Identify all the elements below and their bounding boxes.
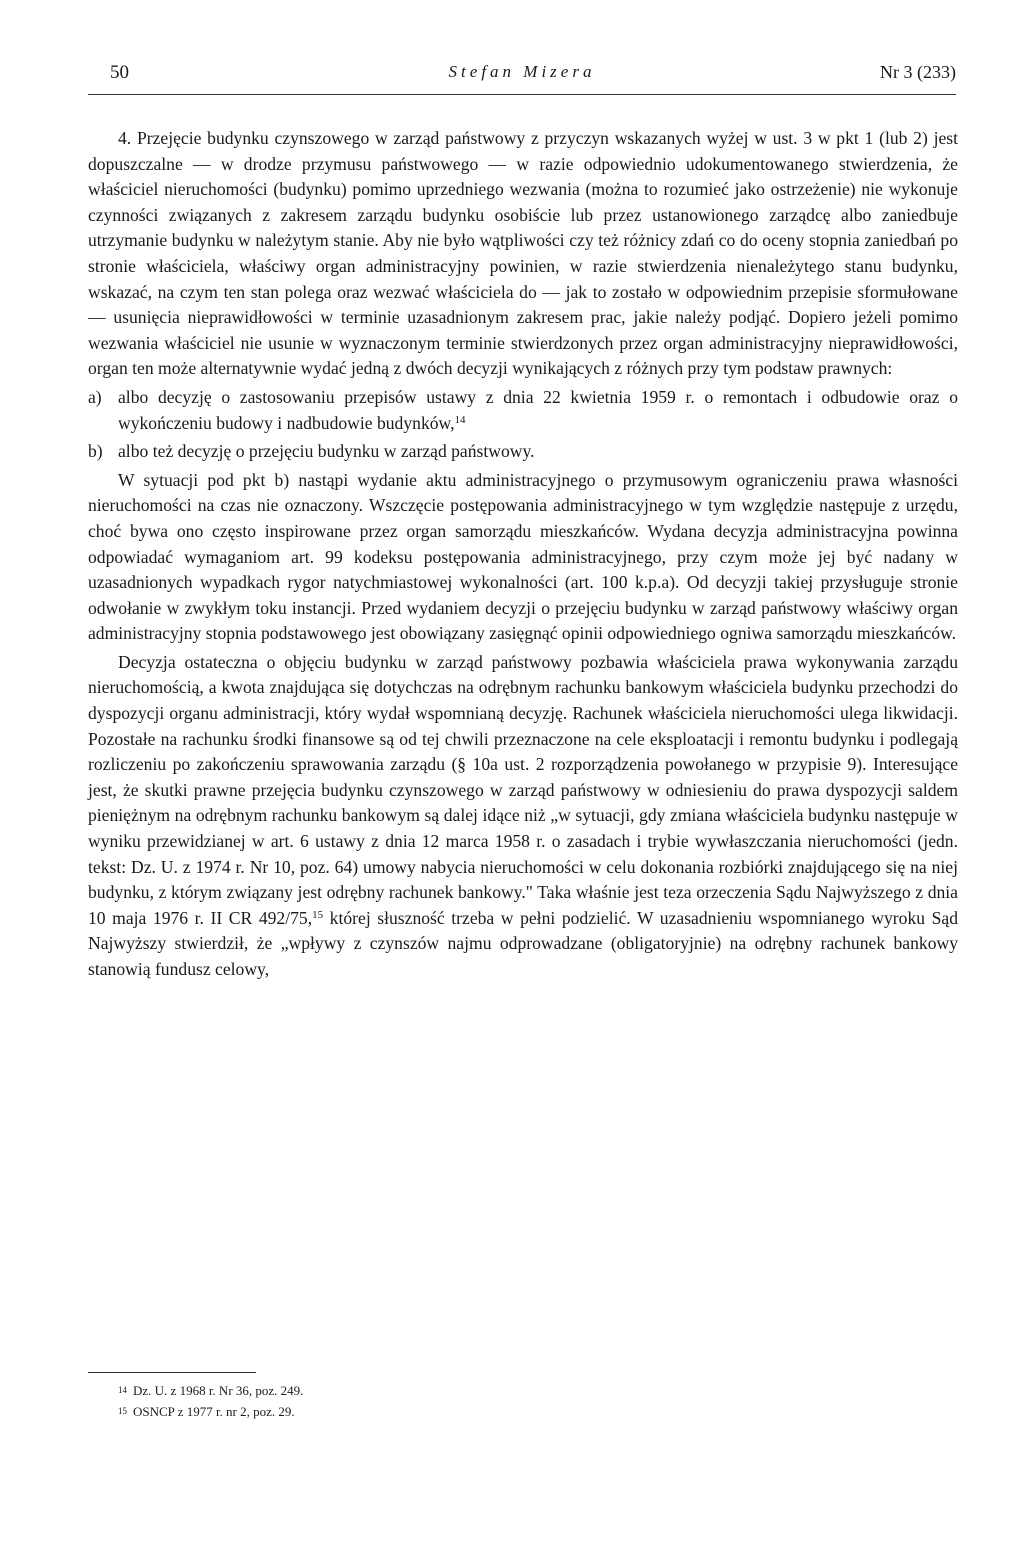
list-item-b-text: albo też decyzję o przejęciu budynku w zarząd państwowy. — [118, 441, 535, 462]
running-author: Stefan Mizera — [448, 62, 596, 81]
paragraph-1: 4. Przejęcie budynku czynszowego w zarząd państwowy z przyczyn wskazanych wyżej w ust. 3 w pkt 1 (lub 2) jest dopuszczalne — w drodze przymusu państwowego — w razie odpowiednio udokumentowanego stwierdzenia, że właściciel nieruchomości (budynku) pomimo uprzedniego wezwania (można to rozumieć jako ostrzeżenie) nie wykonuje czynności związanych z zakresem zarządu budynku osobiście lub przez ustanowionego zarządcę albo zaniedbuje utrzymanie budynku w należytym stanie. Aby nie było wątpliwości czy też różnicy zdań co do oceny stopnia zaniedbań po stronie właściciela, właściwy organ administracyjny powinien, w razie stwierdzenia nienależytego stanu budynku, wskazać, na czym ten stan polega oraz wezwać właściciela do — jak to zostało w odpowiednim przepisie sformułowane — usunięcia nieprawidłowości w terminie uzasadnionym zakresem prac, jakie należy podjąć. Dopiero jeżeli pomimo wezwania właściciel nie usunie w wyznaczonym terminie stwierdzonych przez organ administracyjny nieprawidłowości, organ ten może alternatywnie wydać jedną z dwóch decyzji wynikających z różnych przy tym podstaw prawnych: — [88, 128, 958, 379]
paragraph-3-part-2: której słuszność trzeba w pełni podzielić. W uzasadnieniu wspomnianego wyroku Sąd Najwyższy stwierdził, że „wpływy z czynszów najmu odprowadzane (obligatoryjnie) na odrębny rachunek bankowy stanowią fundusz celowy, — [88, 907, 959, 979]
list-item-a — [88, 385, 958, 436]
footnote-15 — [118, 1401, 818, 1422]
footnote-number: 15 — [118, 1406, 127, 1416]
footnote-text: Dz. U. z 1968 r. Nr 36, poz. 249. — [133, 1383, 304, 1398]
footnote-number: 14 — [118, 1385, 127, 1395]
footnote-text: OSNCP z 1977 r. nr 2, poz. 29. — [133, 1404, 295, 1419]
list-marker-a: a) — [88, 386, 102, 407]
page-number: 50 — [110, 62, 129, 83]
paragraph-3 — [88, 650, 958, 983]
footnote-ref-15: 15 — [312, 908, 324, 921]
footnote-rule — [88, 1372, 256, 1373]
list-item-a-text: albo decyzję o zastosowaniu przepisów ustawy z dnia 22 kwietnia 1959 r. o remontach i odbudowie oraz o wykończeniu budowy i nadbudowie budynków, — [118, 386, 958, 433]
issue-number: Nr 3 (233) — [880, 62, 956, 82]
running-header — [88, 62, 956, 90]
footnote-14 — [118, 1380, 818, 1401]
footnotes — [118, 1380, 818, 1422]
list-item-b — [88, 439, 958, 465]
list-marker-b: b) — [88, 441, 103, 462]
footnote-ref-14: 14 — [454, 413, 466, 426]
body-text — [88, 126, 958, 986]
paragraph-3-part-1: Decyzja ostateczna o objęciu budynku w zarząd państwowy pozbawia właściciela prawa wykonywania zarządu nieruchomością, a kwota znajdująca się dotychczas na odrębnym rachunku bankowym właściciela budynku przechodzi do dyspozycji organu administracji, który wydał wspomnianą decyzję. Rachunek właściciela nieruchomości ulega likwidacji. Pozostałe na rachunku środki finansowe są od tej chwili przeznaczone na cele eksploatacji i remontu budynku i podlegają rozliczeniu po zakończeniu sprawowania zarządu (§ 10a ust. 2 rozporządzenia powołanego w przypisie 9). Interesujące jest, że skutki prawne przejęcia budynku czynszowego w zarząd państwowy w odniesieniu do prawa dyspozycji saldem pieniężnym na odrębnym rachunku bankowym są dalej idące niż „w sytuacji, gdy zmiana właściciela budynku następuje w wyniku przewidzianej w art. 6 ustawy z dnia 12 marca 1958 r. o zasadach i trybie wywłaszczania nieruchomości (jedn. tekst: Dz. U. z 1974 r. Nr 10, poz. 64) umowy nabycia nieruchomości w celu dokonania rozbiórki znajdującego się na niej budynku, z którym związany jest odrębny rachunek bankowy." Taka właśnie jest teza orzeczenia Sądu Najwyższego z dnia 10 maja 1976 r. II CR 492/75, — [88, 651, 958, 928]
paragraph-2: W sytuacji pod pkt b) nastąpi wydanie aktu administracyjnego o przymusowym ograniczeniu prawa własności nieruchomości na czas nie oznaczony. Wszczęcie postępowania administracyjnego w tym względzie następuje z urzędu, choć bywa ono często inspirowane przez organ samorządu mieszkańców. Wydana decyzja administracyjna powinna odpowiadać wymaganiom art. 99 kodeksu postępowania administracyjnego, przy czym może jej być nadany w uzasadnionych wypadkach rygor natychmiastowej wykonalności (art. 100 k.p.a). Od decyzji takiej przysługuje stronie odwołanie w zwykłym toku instancji. Przed wydaniem decyzji o przejęciu budynku w zarząd państwowy właściwy organ administracyjny stopnia podstawowego jest obowiązany zasięgnąć opinii odpowiedniego ogniwa samorządu mieszkańców. — [88, 469, 958, 644]
header-rule — [88, 94, 956, 95]
